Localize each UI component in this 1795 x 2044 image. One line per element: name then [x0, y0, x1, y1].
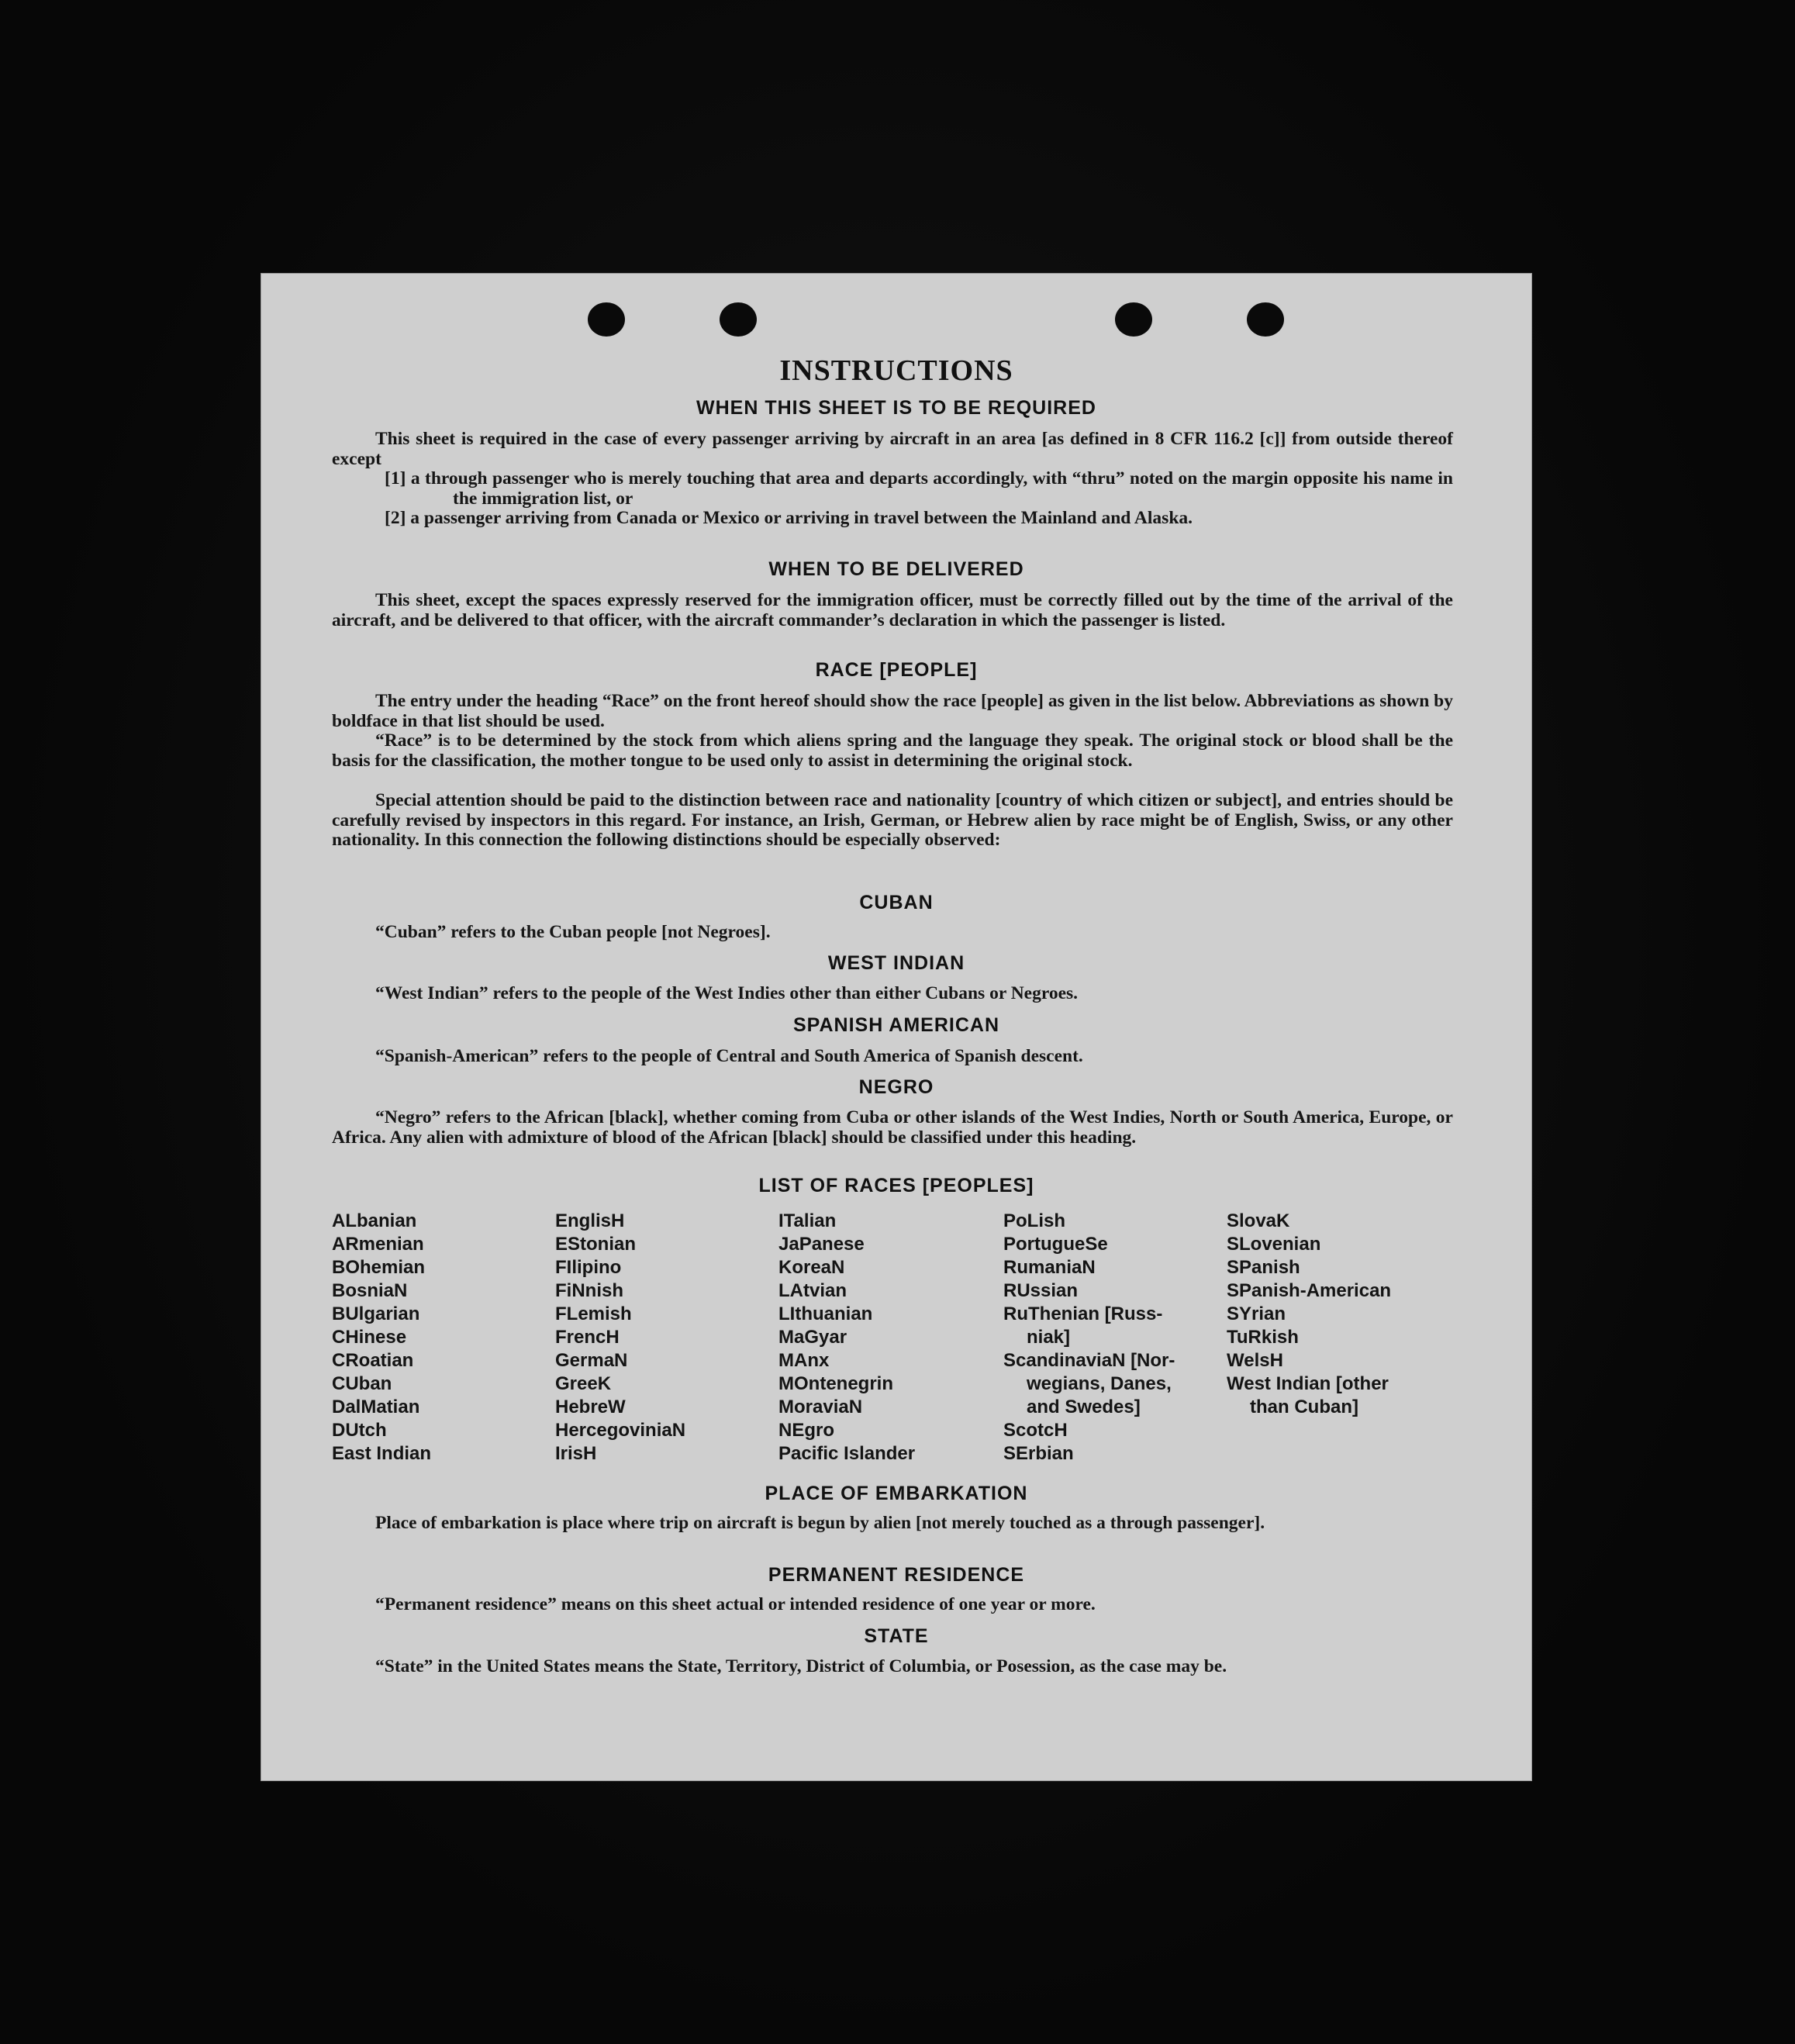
race-entry: FLemish — [555, 1303, 632, 1324]
race-paragraph-3: Special attention should be paid to the distinction between race and nationality [country of which citizen or subject], and entries should be carefully revised by inspectors in this regard. For instance, an Irish, German, or Hebrew alien by race might be of English, Swiss, or any other nationality. In this connection the following distinctions should be especially observed: — [332, 790, 1453, 850]
race-entry: HebreW — [555, 1397, 626, 1417]
race-entry: BUlgarian — [332, 1303, 420, 1324]
punch-hole — [1115, 302, 1152, 337]
permanent-residence-text: “Permanent residence” means on this sheet actual or intended residence of one year or more. — [375, 1594, 1096, 1614]
race-entry: BOhemian — [332, 1257, 426, 1278]
race-entry: RumaniaN — [1003, 1257, 1096, 1278]
heading-state: STATE — [864, 1625, 929, 1647]
race-entry: EnglisH — [555, 1210, 625, 1231]
race-entry: BosniaN — [332, 1280, 408, 1301]
instruction-sheet — [261, 273, 1532, 1781]
race-entry: DalMatian — [332, 1397, 420, 1417]
race-entry: PoLish — [1003, 1210, 1066, 1231]
when-required-item-2: [2] a passenger arriving from Canada or Mexico or arriving in travel between the Mainland and Alaska. — [385, 508, 1193, 528]
spanish-american-text: “Spanish-American” refers to the people of Central and South America of Spanish descent. — [375, 1046, 1083, 1066]
when-required-item-1: [1] a through passenger who is merely touching that area and departs accordingly, with “thru” noted on the margin opposite his name in the immigration list, or — [385, 468, 1453, 509]
state-text: “State” in the United States means the State, Territory, District of Columbia, or Posession, as the case may be. — [375, 1656, 1227, 1676]
race-entry: CHinese — [332, 1327, 407, 1348]
race-entry: RUssian — [1003, 1280, 1079, 1301]
heading-cuban: CUBAN — [859, 892, 934, 913]
race-entry: SPanish — [1227, 1257, 1300, 1278]
negro-text: “Negro” refers to the African [black], whether coming from Cuba or other islands of the West Indies, North or South America, Europe, or Africa. Any alien with admixture of blood of the African [black] should be classified under this heading. — [332, 1107, 1453, 1148]
race-paragraph-1: The entry under the heading “Race” on the front hereof should show the race [people] as given in the list below. Abbreviations as shown by boldface in that list should be used. — [332, 691, 1453, 731]
race-column-1 — [332, 1210, 557, 1466]
race-entry-continuation: than Cuban] — [1250, 1397, 1358, 1417]
race-entry: Pacific Islander — [778, 1443, 916, 1464]
race-entry: DUtch — [332, 1420, 387, 1441]
race-entry-continuation: niak] — [1027, 1327, 1071, 1348]
race-paragraph-2: “Race” is to be determined by the stock from which aliens spring and the language they speak. The original stock or blood shall be the basis for the classification, the mother tongue to be used only to assist in determining the original stock. — [332, 730, 1453, 771]
race-entry: CRoatian — [332, 1350, 414, 1371]
heading-when-delivered: WHEN TO BE DELIVERED — [768, 558, 1024, 580]
heading-list-of-races: LIST OF RACES [PEOPLES] — [758, 1175, 1034, 1196]
race-list — [332, 1210, 1464, 1464]
race-entry: PortugueSe — [1003, 1234, 1108, 1255]
race-entry: SPanish-American — [1227, 1280, 1392, 1301]
race-entry-continuation: and Swedes] — [1027, 1397, 1141, 1417]
race-entry: LIthuanian — [778, 1303, 873, 1324]
race-entry: MAnx — [778, 1350, 830, 1371]
race-entry: EStonian — [555, 1234, 637, 1255]
race-entry: CUban — [332, 1373, 392, 1394]
race-entry: FIlipino — [555, 1257, 622, 1278]
page-title: INSTRUCTIONS — [779, 354, 1013, 387]
race-entry: IrisH — [555, 1443, 597, 1464]
race-entry: ScotcH — [1003, 1420, 1068, 1441]
race-entry: ARmenian — [332, 1234, 424, 1255]
race-entry: GermaN — [555, 1350, 628, 1371]
race-entry: ScandinaviaN [Nor- — [1003, 1350, 1175, 1371]
cuban-text: “Cuban” refers to the Cuban people [not Negroes]. — [375, 922, 771, 942]
race-entry: ALbanian — [332, 1210, 417, 1231]
race-entry-continuation: wegians, Danes, — [1027, 1373, 1172, 1394]
race-entry: TuRkish — [1227, 1327, 1299, 1348]
when-delivered-text: This sheet, except the spaces expressly reserved for the immigration officer, must be correctly filled out by the time of the arrival of the aircraft, and be delivered to that officer, with the aircraft commander’s declaration in which the passenger is listed. — [332, 590, 1453, 630]
race-entry: NEgro — [778, 1420, 834, 1441]
heading-negro: NEGRO — [858, 1076, 934, 1098]
heading-spanish-american: SPANISH AMERICAN — [792, 1014, 999, 1036]
heading-west-indian: WEST INDIAN — [827, 952, 965, 974]
race-entry: MoraviaN — [778, 1397, 863, 1417]
race-column-4 — [1003, 1210, 1228, 1466]
heading-embarkation: PLACE OF EMBARKATION — [765, 1483, 1028, 1504]
race-entry: SLovenian — [1227, 1234, 1321, 1255]
race-entry: RuThenian [Russ- — [1003, 1303, 1163, 1324]
race-entry: East Indian — [332, 1443, 432, 1464]
heading-when-required: WHEN THIS SHEET IS TO BE REQUIRED — [696, 397, 1096, 419]
punch-hole — [720, 302, 757, 337]
race-entry: JaPanese — [778, 1234, 865, 1255]
race-entry: LAtvian — [778, 1280, 847, 1301]
punch-hole — [1247, 302, 1284, 337]
punch-hole — [588, 302, 625, 337]
race-entry: West Indian [other — [1227, 1373, 1389, 1394]
when-required-intro: This sheet is required in the case of every passenger arriving by aircraft in an area [as defined in 8 CFR 116.2 [c]] from outside thereof except — [332, 429, 1453, 469]
race-entry: GreeK — [555, 1373, 612, 1394]
race-entry: KoreaN — [778, 1257, 845, 1278]
embarkation-text: Place of embarkation is place where trip on aircraft is begun by alien [not merely touched as a through passenger]. — [375, 1513, 1265, 1533]
race-entry: FiNnish — [555, 1280, 623, 1301]
heading-race: RACE [PEOPLE] — [815, 659, 978, 681]
race-entry: MOntenegrin — [778, 1373, 893, 1394]
heading-permanent-residence: PERMANENT RESIDENCE — [768, 1564, 1025, 1586]
race-entry: SErbian — [1003, 1443, 1074, 1464]
race-entry: MaGyar — [778, 1327, 847, 1348]
race-column-5 — [1227, 1210, 1452, 1419]
race-entry: HercegovinіaN — [555, 1420, 686, 1441]
race-entry: FrencH — [555, 1327, 620, 1348]
race-column-2 — [555, 1210, 780, 1466]
race-column-3 — [778, 1210, 1003, 1466]
west-indian-text: “West Indian” refers to the people of the West Indies other than either Cubans or Negroes. — [375, 983, 1079, 1003]
race-entry: SYrian — [1227, 1303, 1286, 1324]
race-entry: ITalian — [778, 1210, 837, 1231]
race-entry: SlovaK — [1227, 1210, 1290, 1231]
race-entry: WelsH — [1227, 1350, 1283, 1371]
